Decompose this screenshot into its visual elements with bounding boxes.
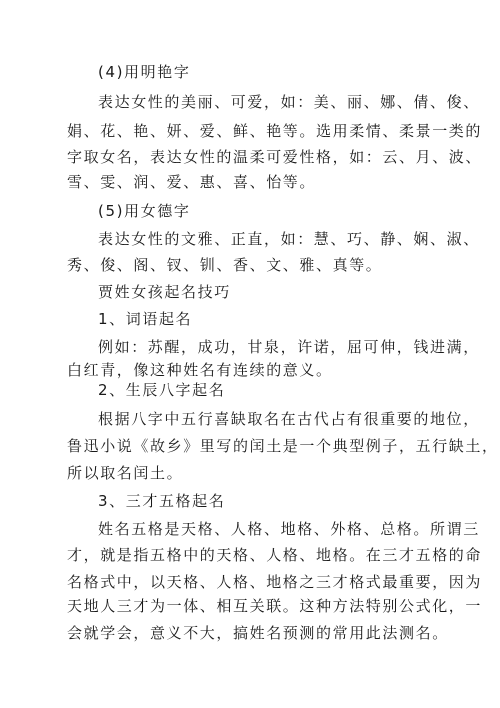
heading-five-grids-naming: 3、三才五格起名 (98, 492, 226, 510)
paragraph-line: 鲁迅小说《故乡》里写的闰土是一个典型例子，五行缺土， (67, 437, 499, 455)
paragraph-line: 娟、花、艳、妍、爱、鲜、艳等。选用柔情、柔景一类的 (67, 122, 483, 140)
section-title: 贾姓女孩起名技巧 (98, 283, 231, 301)
paragraph-line: 例如：苏醒，成功，甘泉，许诺，屈可伸，钱进满， (98, 338, 480, 356)
heading-virtue-characters: (5)用女德字 (98, 202, 191, 220)
heading-word-naming: 1、词语起名 (98, 310, 193, 328)
heading-bazi-naming: 2、生辰八字起名 (98, 381, 226, 399)
paragraph-line: 表达女性的美丽、可爱，如：美、丽、娜、倩、俊、 (98, 93, 480, 111)
paragraph-line: 会就学会，意义不大，搞姓名预测的常用此法测名。 (67, 624, 449, 642)
paragraph-line: 所以取名闰土。 (67, 464, 184, 482)
paragraph-line: 秀、俊、阁、钗、钏、香、文、雅、真等。 (67, 256, 383, 274)
paragraph-line: 姓名五格是天格、人格、地格、外格、总格。所谓三 (98, 520, 480, 538)
paragraph-line: 根据八字中五行喜缺取名在古代占有很重要的地位， (98, 410, 480, 428)
paragraph-line: 名格式中，以天格、人格、地格之三才格式最重要，因为 (67, 573, 483, 591)
paragraph-line: 白红青，像这种姓名有连续的意义。 (67, 361, 333, 379)
paragraph-line: 才，就是指五格中的天格、人格、地格。在三才五格的命 (67, 546, 483, 564)
heading-bright-characters: (4)用明艳字 (98, 63, 191, 81)
paragraph-line: 表达女性的文雅、正直，如：慧、巧、静、娴、淑、 (98, 230, 480, 248)
paragraph-line: 雪、雯、润、爱、惠、喜、怡等。 (67, 173, 317, 191)
paragraph-line: 字取女名，表达女性的温柔可爱性格，如：云、月、波、 (67, 148, 483, 166)
paragraph-line: 天地人三才为一体、相互关联。这种方法特别公式化，一 (67, 597, 483, 615)
